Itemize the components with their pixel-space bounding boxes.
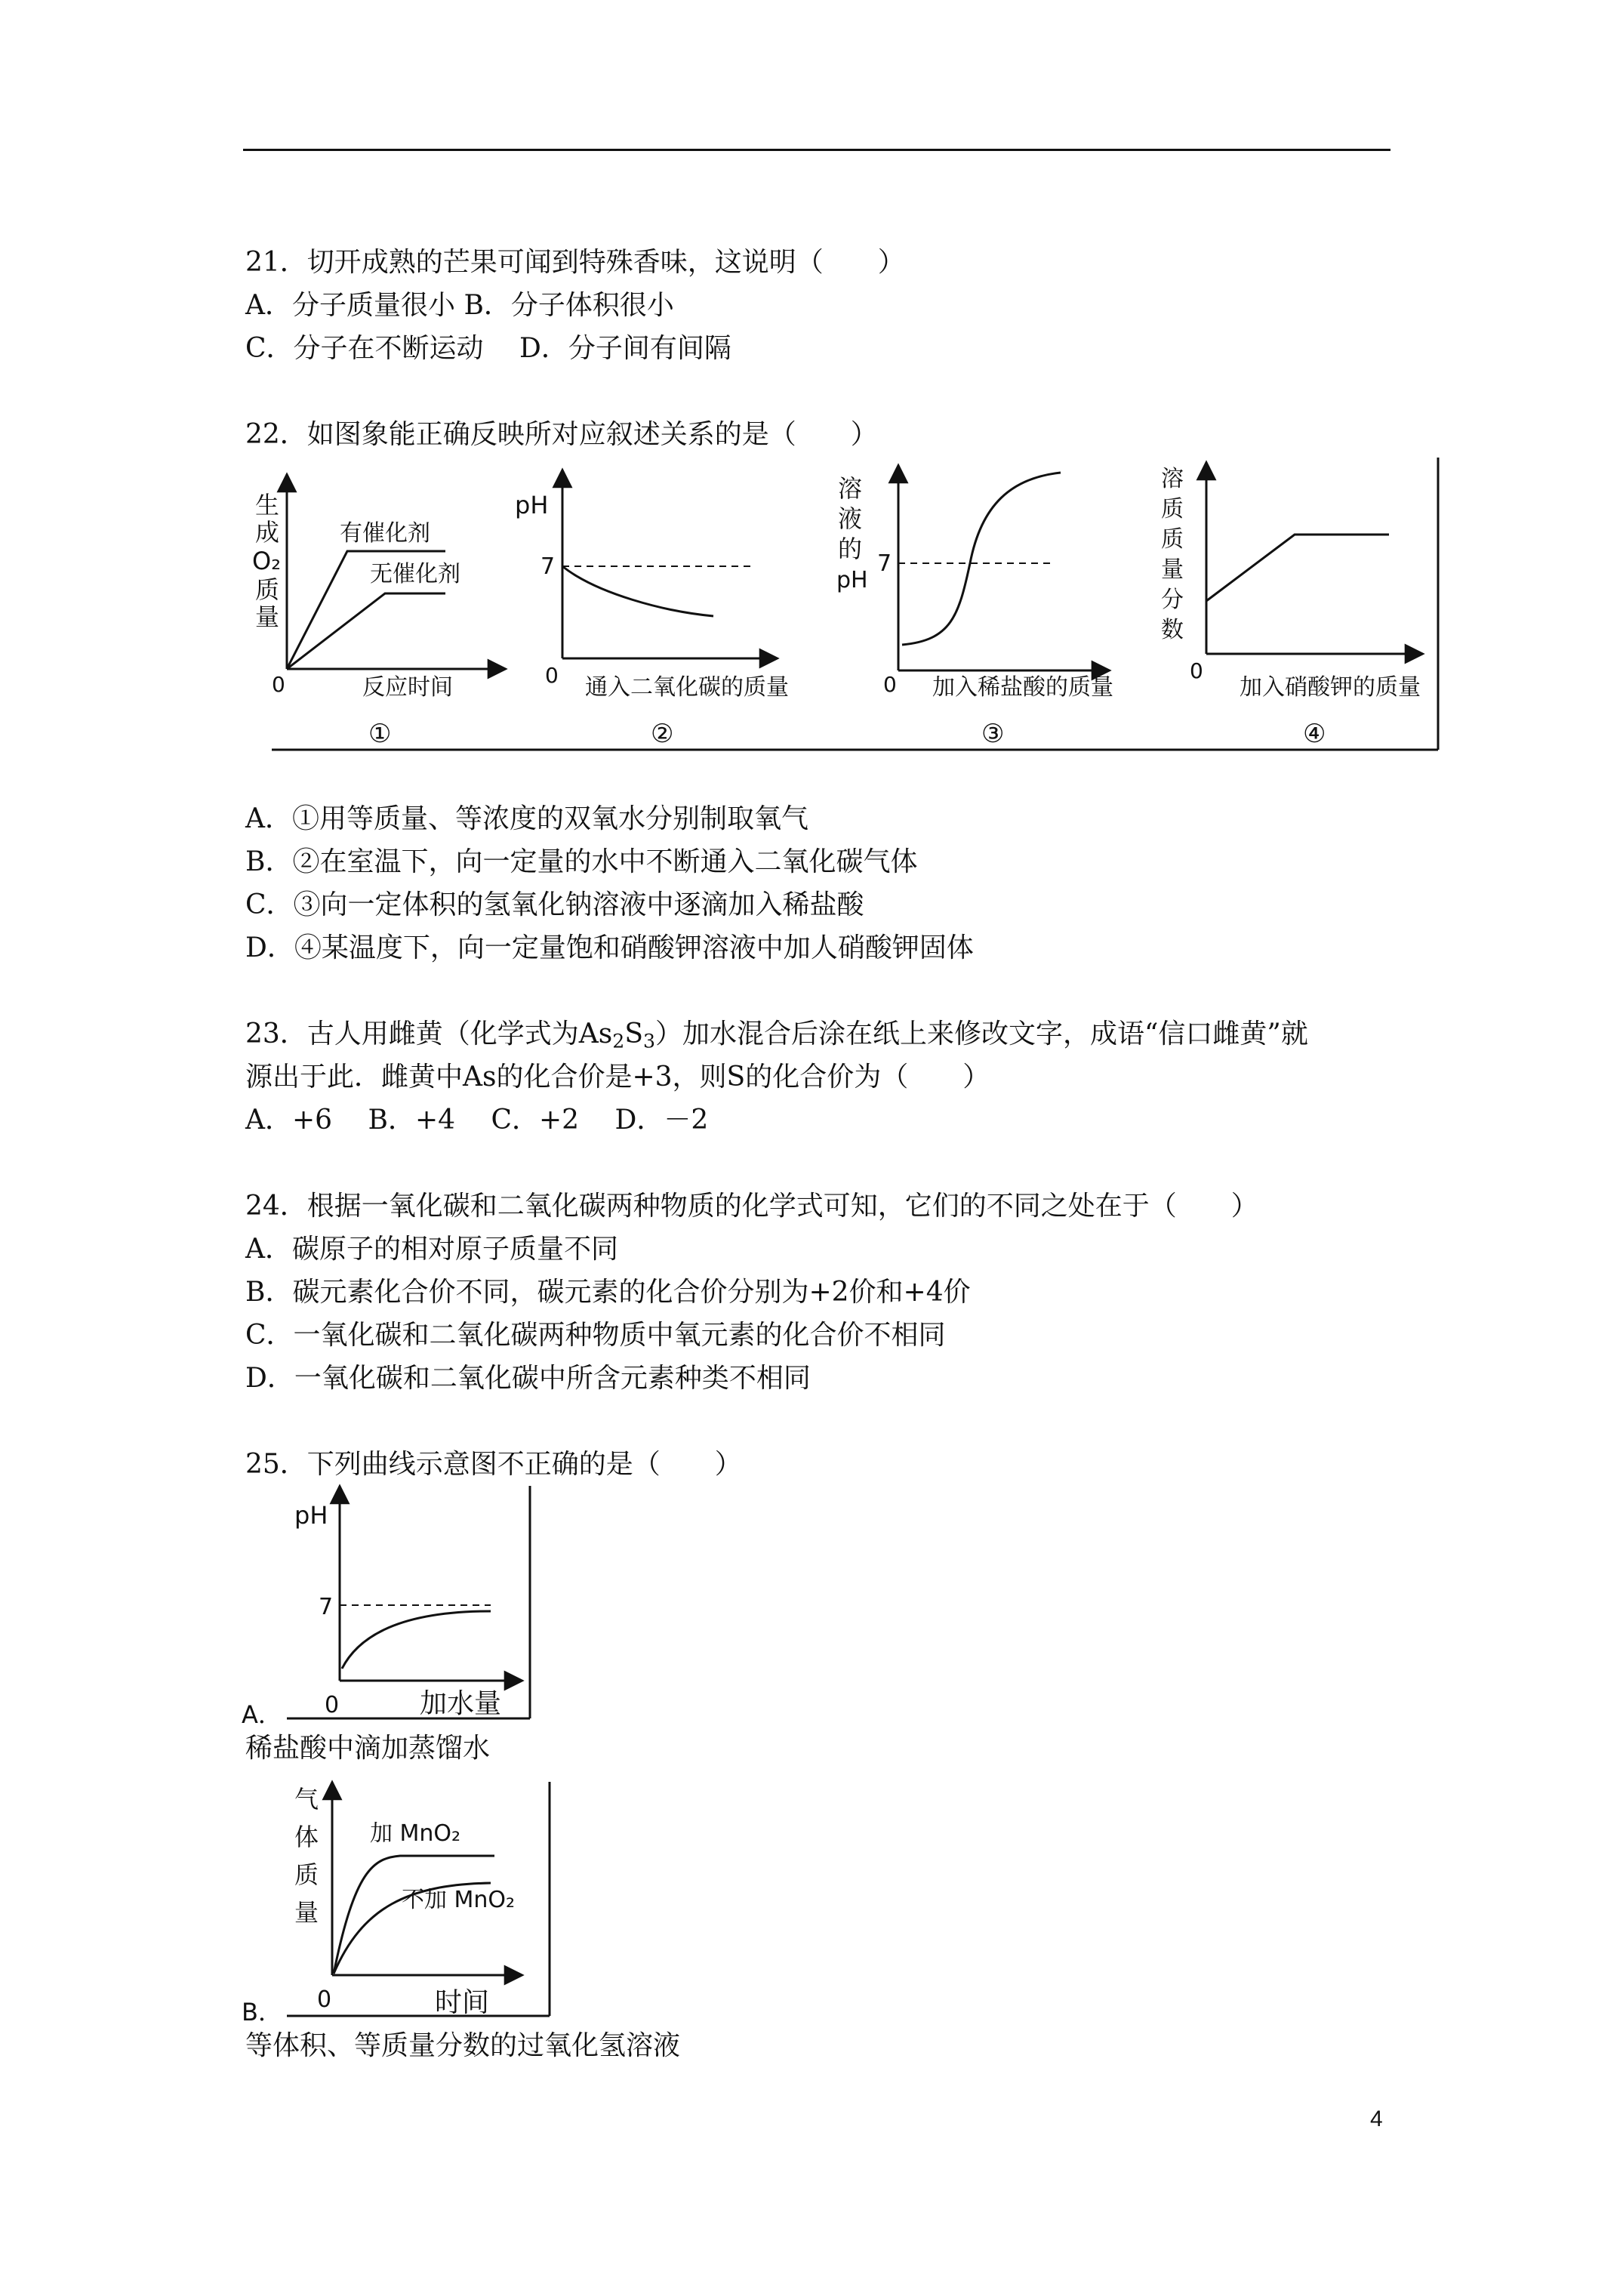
graph-1-origin: 0 — [272, 672, 285, 697]
header-rule — [243, 149, 1390, 151]
q25-graph-a — [242, 1481, 559, 1729]
q23-stem-line1 — [245, 1018, 1308, 1058]
graph-4-ylabel-3: 量 — [1161, 556, 1184, 583]
q25a-curve — [342, 1611, 491, 1669]
graph-1-ylabel-1: 成 — [255, 518, 280, 547]
graph-3-curve — [902, 473, 1061, 645]
q25a-ref-label: 7 — [319, 1594, 334, 1620]
graph-4-ylabel-5: 数 — [1161, 617, 1184, 643]
q22-graphs — [242, 451, 1449, 761]
q22-stem: 22．如图象能正确反映所对应叙述关系的是（ ） — [245, 419, 878, 450]
graph-2-xlabel: 通入二氧化碳的质量 — [585, 674, 789, 701]
q21-stem: 21．切开成熟的芒果可闻到特殊香味，这说明（ ） — [245, 247, 905, 278]
graph-3 — [836, 465, 1113, 749]
q25a-caption: 稀盐酸中滴加蒸馏水 — [245, 1733, 491, 1764]
graph-3-ylabel-0: 溶 — [838, 474, 863, 503]
q25a-option-label: A． — [242, 1700, 282, 1729]
graph-4-tag: ④ — [1303, 719, 1326, 749]
q21-options-ab: A．分子质量很小 B．分子体积很小 — [245, 290, 674, 321]
graph-4-ylabel-4: 分 — [1161, 587, 1184, 613]
q22-option-d: D．④某温度下，向一定量饱和硝酸钾溶液中加人硝酸钾固体 — [245, 932, 974, 963]
graph-1-ylabel-4: 量 — [255, 603, 280, 631]
graph-4-curve — [1206, 535, 1389, 601]
graph-2-ylabel: pH — [515, 491, 549, 519]
graph-1-curve2-label: 无催化剂 — [370, 561, 460, 587]
q25a-ylabel: pH — [294, 1501, 328, 1530]
graph-4-xlabel: 加入硝酸钾的质量 — [1240, 674, 1421, 701]
graph-3-ylabel-1: 液 — [838, 504, 863, 533]
q24-stem: 24．根据一氧化碳和二氧化碳两种物质的化学式可知，它们的不同之处在于（ ） — [245, 1191, 1258, 1222]
graph-3-ylabel-2: 的 — [838, 535, 863, 563]
graph-2-curve — [562, 566, 713, 616]
graph-1 — [252, 474, 506, 749]
q24-option-d: D．一氧化碳和二氧化碳中所含元素种类不相同 — [245, 1363, 811, 1394]
q24-option-b: B．碳元素化合价不同，碳元素的化合价分别为+2价和+4价 — [245, 1277, 971, 1308]
graph-2-ref-label: 7 — [540, 553, 556, 580]
q25b-ylabel-2: 质 — [294, 1860, 319, 1889]
q25a-origin: 0 — [325, 1692, 340, 1718]
q25b-origin: 0 — [317, 1986, 332, 2013]
q23-stem-line2: 源出于此．雌黄中As的化合价是+3，则S的化合价为（ ） — [245, 1062, 990, 1093]
graph-1-ylabel-0: 生 — [255, 491, 280, 519]
graph-3-ref-label: 7 — [877, 550, 892, 577]
graph-1-ylabel-2: O₂ — [252, 547, 282, 575]
q22-option-b: B．②在室温下，向一定量的水中不断通入二氧化碳气体 — [245, 846, 918, 877]
q25a-xlabel: 加水量 — [420, 1688, 502, 1719]
graph-1-tag: ① — [368, 719, 392, 749]
q25-graph-b — [242, 1779, 574, 2026]
page-number: 4 — [1370, 2106, 1383, 2131]
graph-4-ylabel-1: 质 — [1161, 496, 1184, 522]
q24-option-a: A．碳原子的相对原子质量不同 — [245, 1234, 618, 1265]
q25b-option-label: B． — [242, 1998, 282, 2026]
q25b-caption: 等体积、等质量分数的过氧化氢溶液 — [245, 2030, 681, 2061]
q23-subscript-1: 2 — [612, 1030, 625, 1052]
graph-4-ylabel-2: 质 — [1161, 526, 1184, 553]
graph-4-origin: 0 — [1190, 658, 1203, 683]
q25b-curve2-label: 不加 MnO₂ — [402, 1887, 516, 1913]
graph-3-origin: 0 — [883, 672, 897, 697]
q23-stem-part3: ）加水混合后涂在纸上来修改文字，成语“信口雌黄”就 — [655, 1019, 1308, 1049]
graph-2-tag: ② — [651, 719, 674, 749]
graph-3-xlabel: 加入稀盐酸的质量 — [932, 674, 1113, 701]
graph-1-xlabel: 反应时间 — [362, 674, 453, 701]
graph-1-ylabel-3: 质 — [255, 575, 280, 604]
graph-2-origin: 0 — [545, 663, 559, 688]
q24-option-c: C．一氧化碳和二氧化碳两种物质中氧元素的化合价不相同 — [245, 1320, 946, 1351]
q23-options: A．+6 B．+4 C．+2 D．－2 — [245, 1105, 709, 1136]
q22-option-a: A．①用等质量、等浓度的双氧水分别制取氧气 — [245, 803, 808, 834]
q23-stem-part1: 23．古人用雌黄（化学式为As — [245, 1019, 613, 1049]
q25b-curve1-label: 加 MnO₂ — [370, 1820, 461, 1847]
graph-4-ylabel-0: 溶 — [1161, 466, 1184, 492]
graph-3-tag: ③ — [981, 719, 1005, 749]
q25b-ylabel-3: 量 — [294, 1898, 319, 1927]
q25-stem: 25．下列曲线示意图不正确的是（ ） — [245, 1449, 742, 1480]
q23-stem-part2: S — [624, 1019, 643, 1049]
q25b-xlabel: 时间 — [435, 1987, 490, 2018]
graph-3-ylabel-3: pH — [836, 567, 868, 593]
q25b-curve-mno2 — [334, 1856, 494, 1974]
q25b-ylabel-0: 气 — [294, 1785, 319, 1814]
graph-1-curve-nocatalyst — [287, 593, 445, 669]
q21-options-cd: C．分子在不断运动 D．分子间有间隔 — [245, 333, 731, 364]
graph-4 — [1161, 462, 1423, 749]
graph-2 — [515, 470, 789, 749]
graph-1-curve1-label: 有催化剂 — [340, 520, 430, 547]
q23-subscript-2: 3 — [643, 1030, 656, 1052]
q22-option-c: C．③向一定体积的氢氧化钠溶液中逐滴加入稀盐酸 — [245, 889, 864, 920]
q25b-ylabel-1: 体 — [294, 1823, 319, 1851]
